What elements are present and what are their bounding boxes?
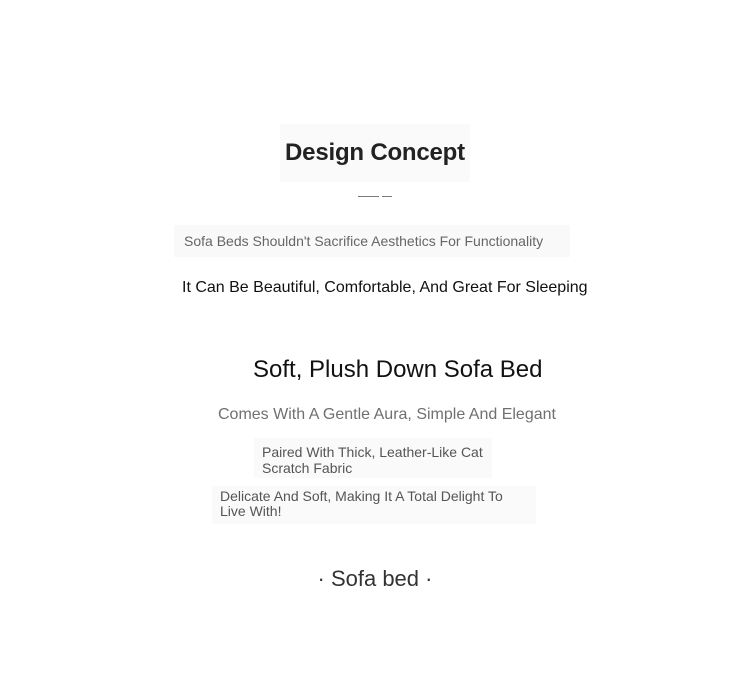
intro-line2: It Can Be Beautiful, Comfortable, And Great For Sleeping bbox=[182, 279, 588, 296]
page-title: Design Concept bbox=[285, 139, 465, 166]
feature-heading: Soft, Plush Down Sofa Bed bbox=[253, 356, 543, 383]
feature-line2: Paired With Thick, Leather-Like Cat Scratch Fabric bbox=[262, 444, 483, 476]
divider-long-segment bbox=[358, 196, 379, 197]
title-background bbox=[280, 124, 470, 182]
title-divider bbox=[358, 196, 392, 197]
feature-line1: Comes With A Gentle Aura, Simple And Elegant bbox=[218, 406, 556, 423]
feature-line3: Delicate And Soft, Making It A Total Delight To Live With! bbox=[220, 488, 503, 519]
divider-short-segment bbox=[382, 196, 392, 197]
footer-label: · Sofa bed · bbox=[317, 566, 433, 591]
intro-line1: Sofa Beds Shouldn't Sacrifice Aesthetics For Functionality bbox=[184, 233, 544, 249]
